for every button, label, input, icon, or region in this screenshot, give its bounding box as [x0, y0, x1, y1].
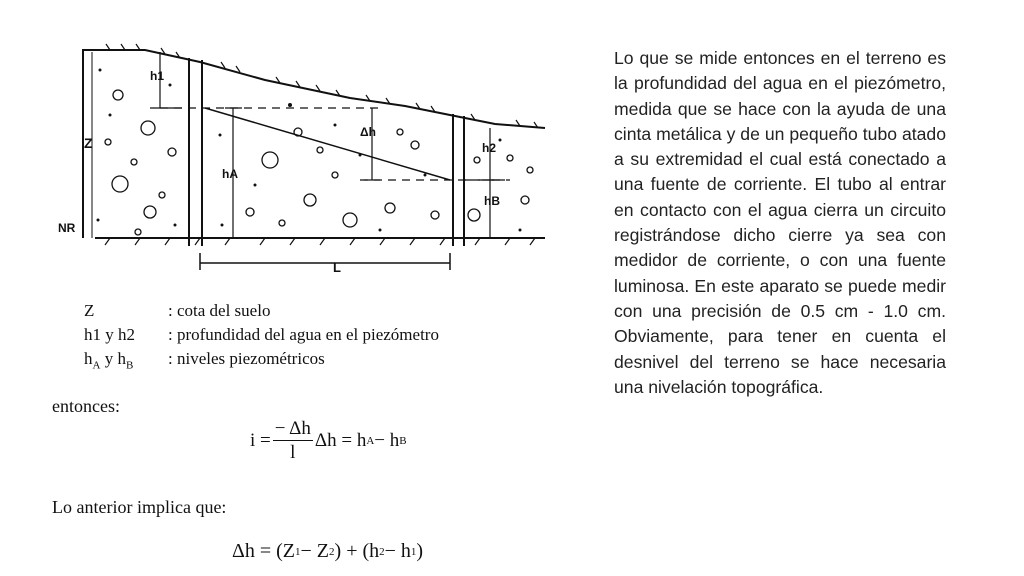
l-dimension	[200, 253, 450, 270]
delta-h-formula: Δh = (Z 1 − Z 2 ) + (h 2 − h 1 )	[232, 540, 424, 562]
legend-row-h1h2	[84, 323, 439, 347]
legend	[84, 299, 439, 377]
implica-text: Lo anterior implica que:	[52, 497, 227, 517]
formula-fraction: $\frac{- \Delta h}{l}$	[274, 418, 311, 463]
label-z: Z	[84, 135, 93, 151]
description-paragraph: Lo que se mide entonces en el terreno es la profundidad del agua en el piezómetro, medida que se hace con la ayuda de una cinta metálica y de un pequeño tubo atado a su extremidad el cual está conectado a una fuente de corriente. El tubo al entrar en contacto con el agua cierra un circuito registrándose dicho cierre ya sea con medidor de corriente, o con una fuente luminosa. En este aparato se puede medir con una precisión de 0.5 cm - 1.0 cm. Obviamente, para tener en cuenta el desnivel del terreno se hace necesaria una nivelación topográfica.	[614, 48, 946, 397]
soil-texture	[105, 90, 533, 235]
entonces-text: entonces:	[52, 396, 120, 416]
gradient-formula: i = $\frac{- \Delta h}{l}$ Δh = h A − h B	[250, 418, 407, 463]
legend-term: Z	[84, 301, 95, 320]
piezometer-diagram	[50, 40, 550, 280]
label-ha: hA	[222, 167, 238, 181]
label-dh: Δh	[360, 125, 376, 139]
piezometric-line	[205, 108, 450, 180]
label-hb: hB	[484, 194, 500, 208]
label-nr: NR	[58, 221, 76, 235]
legend-desc: : cota del suelo	[168, 301, 271, 320]
ground-surface	[82, 50, 545, 128]
legend-desc: : niveles piezométricos	[168, 349, 325, 368]
label-h1: h1	[150, 69, 165, 83]
legend-row-z	[84, 299, 439, 323]
label-l: L	[333, 260, 341, 275]
legend-term: h1 y h2	[84, 325, 135, 344]
label-h2: h2	[482, 141, 497, 155]
legend-term: $h_A$ y $h_B$	[84, 349, 134, 372]
dh-dimension	[364, 108, 380, 180]
legend-desc: : profundidad del agua en el piezómetro	[168, 325, 439, 344]
level-dashes	[160, 108, 510, 180]
legend-row-hahb	[84, 347, 439, 377]
piezometer-a	[189, 58, 202, 246]
reference-hatching	[105, 238, 535, 245]
